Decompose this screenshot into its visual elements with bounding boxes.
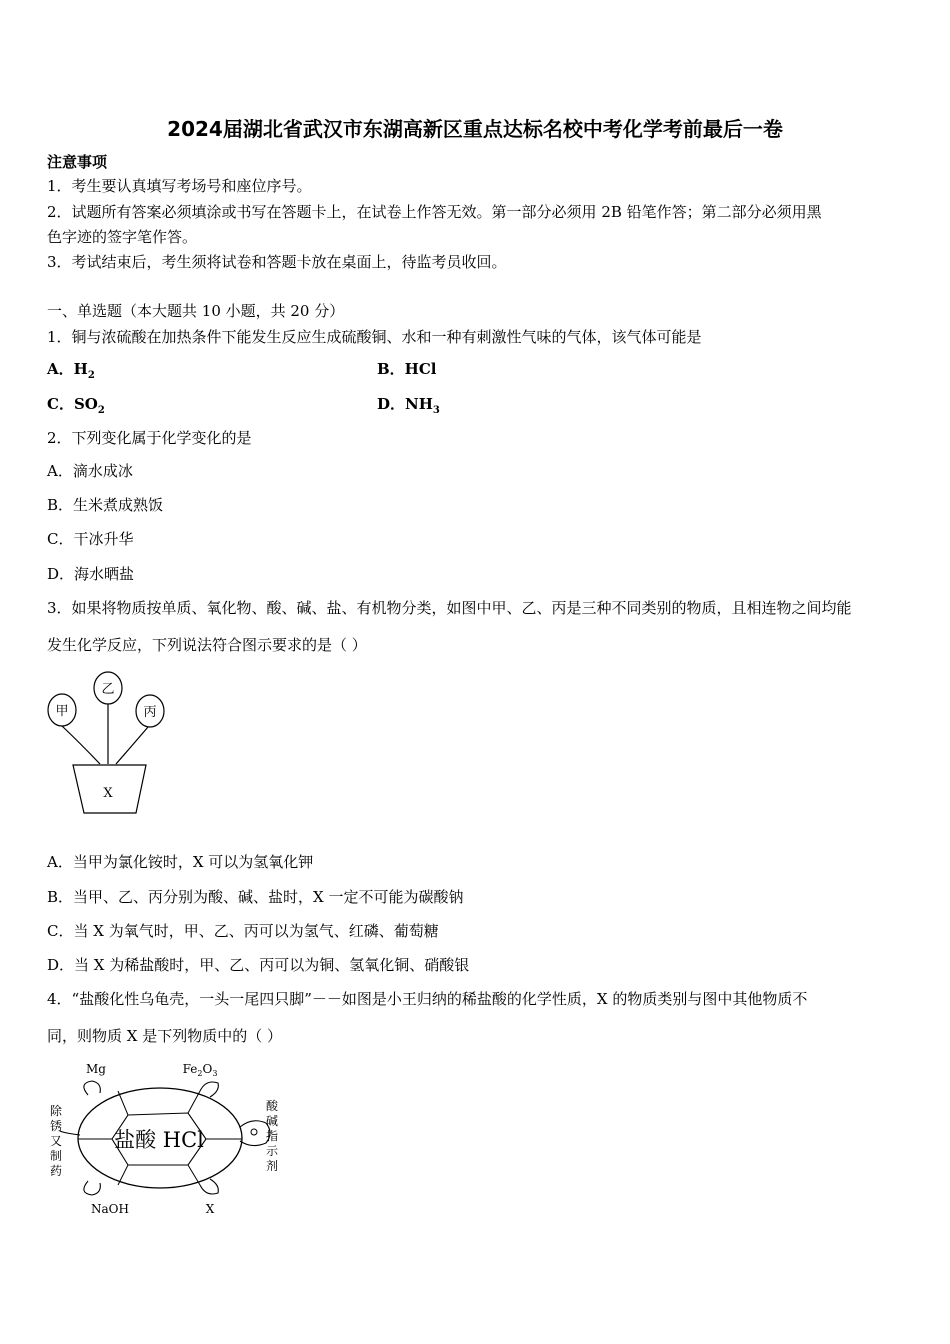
right-label-char: 示	[265, 1144, 279, 1158]
jia-label: 甲	[55, 704, 69, 719]
left-label-char: 除	[49, 1104, 63, 1118]
left-label-char: 药	[49, 1164, 63, 1178]
section-heading: 一、单选题（本大题共 10 小题，共 20 分）	[47, 302, 345, 320]
left-label-char: 又	[49, 1134, 63, 1148]
naoh-label: NaOH	[91, 1202, 129, 1216]
fe2o3-label: $Fe_2O_3$	[182, 1062, 218, 1078]
q3-option-c: C．当 X 为氧气时，甲、乙、丙可以为氢气、红磷、葡萄糖	[47, 922, 439, 940]
q2-option-b: B．生米煮成熟饭	[47, 496, 164, 514]
notice-item: 3．考试结束后，考生须将试卷和答题卡放在桌面上，待监考员收回。	[47, 253, 507, 271]
right-label-char: 剂	[265, 1159, 279, 1173]
right-label-char: 酸	[265, 1099, 279, 1113]
q3-option-b: B．当甲、乙、丙分别为酸、碱、盐时，X 一定不可能为碳酸钠	[47, 888, 464, 906]
turtle-diagram	[40, 1055, 300, 1225]
q2-option-d: D．海水晒盐	[47, 565, 135, 583]
q2-stem: 2．下列变化属于化学变化的是	[47, 429, 252, 447]
q4-stem: 4．“盐酸化性乌龟壳，一头一尾四只脚”－－如图是小王归纳的稀盐酸的化学性质，X 的物质类别与图中其他物质不	[47, 990, 808, 1008]
notice-heading: 注意事项	[47, 153, 108, 171]
flowerpot-diagram	[40, 668, 180, 828]
notice-item: 1．考生要认真填写考场号和座位序号。	[47, 177, 312, 195]
left-label-char: 锈	[49, 1119, 63, 1133]
q1-option-b: B．HCl	[377, 360, 437, 378]
q3-option-d: D．当 X 为稀盐酸时，甲、乙、丙可以为铜、氢氧化铜、硝酸银	[47, 956, 470, 974]
x-label: X	[103, 786, 113, 801]
q1-option-a: A．$H_2$	[47, 360, 95, 381]
notice-item: 色字迹的签字笔作答。	[47, 228, 198, 246]
bing-label: 丙	[143, 705, 157, 720]
hcl-center-label: 盐酸 HCl	[114, 1128, 204, 1152]
q1-option-c: C．$SO_2$	[47, 395, 105, 416]
q3-stem: 3．如果将物质按单质、氧化物、酸、碱、盐、有机物分类，如图中甲、乙、丙是三种不同类别的物质，且相连物之间均能	[47, 599, 852, 617]
x-label: X	[205, 1202, 215, 1216]
yi-label: 乙	[101, 682, 115, 697]
q2-option-c: C．干冰升华	[47, 530, 134, 548]
q1-option-d: D．$NH_3$	[377, 395, 440, 416]
right-label-char: 指	[265, 1129, 279, 1143]
notice-item: 2．试题所有答案必须填涂或书写在答题卡上，在试卷上作答无效。第一部分必须用 2B 铅笔作答；第二部分必须用黑	[47, 203, 822, 221]
q2-option-a: A．滴水成冰	[47, 462, 133, 480]
mg-label: Mg	[86, 1062, 106, 1076]
left-label-char: 制	[49, 1149, 63, 1163]
page-title: 2024届湖北省武汉市东湖高新区重点达标名校中考化学考前最后一卷	[167, 117, 783, 141]
q3-option-a: A．当甲为氯化铵时，X 可以为氢氧化钾	[47, 853, 314, 871]
q4-stem: 同，则物质 X 是下列物质中的（ ）	[47, 1027, 282, 1045]
q3-stem: 发生化学反应，下列说法符合图示要求的是（ ）	[47, 636, 367, 654]
right-label-char: 碱	[265, 1114, 279, 1128]
q1-stem: 1．铜与浓硫酸在加热条件下能发生反应生成硫酸铜、水和一种有刺激性气味的气体，该气体可能是	[47, 328, 702, 346]
